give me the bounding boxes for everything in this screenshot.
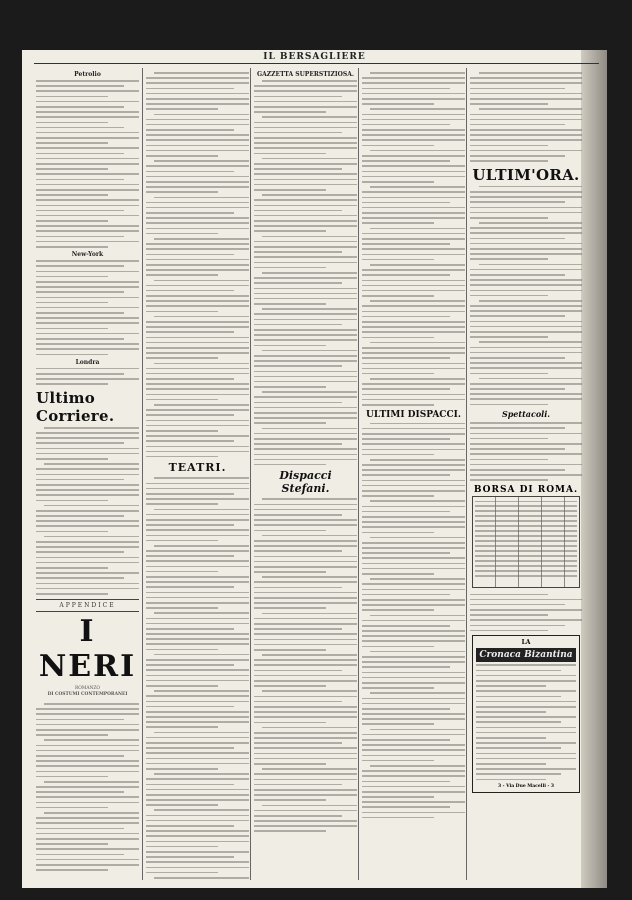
novel-subtitle-2: DI COSTUMI CONTEMPORANEI bbox=[47, 691, 128, 697]
stock-table bbox=[472, 496, 580, 588]
text-block bbox=[146, 477, 249, 882]
heading-dispacci-stefani: Dispacci Stefani. bbox=[279, 469, 332, 496]
text-block bbox=[36, 427, 139, 595]
text-block bbox=[362, 423, 465, 819]
heading-borsa: BORSA DI ROMA. bbox=[473, 484, 579, 495]
ad-title: Cronaca Bizantina bbox=[476, 648, 576, 662]
column-5 bbox=[470, 68, 582, 882]
newspaper-page bbox=[22, 50, 607, 888]
column-rule bbox=[358, 68, 359, 880]
column-3 bbox=[254, 68, 357, 882]
ad-footer: 3 - Via Due Macelli - 3 bbox=[497, 783, 555, 789]
heading-ultimo-corriere: Ultimo Corriere. bbox=[36, 388, 115, 425]
text-block bbox=[36, 368, 139, 385]
heading-londra: Londra bbox=[75, 358, 100, 366]
ad-la: LA bbox=[521, 639, 531, 647]
text-block bbox=[254, 498, 357, 832]
heading-teatri: TEATRI. bbox=[168, 461, 227, 475]
column-4 bbox=[362, 68, 465, 882]
text-block bbox=[254, 80, 357, 465]
heading-ultimora: ULTIM'ORA. bbox=[472, 165, 580, 184]
advertisement-box bbox=[472, 635, 580, 792]
ad-text-block bbox=[476, 664, 576, 780]
heading-petrolio: Petrolio bbox=[74, 71, 101, 78]
heading-gazzetta: GAZZETTA SUPERSTIZIOSA. bbox=[257, 71, 354, 78]
masthead-rule bbox=[34, 63, 599, 64]
novel-subtitle: ROMANZO bbox=[74, 685, 101, 691]
appendice-label: APPENDICE bbox=[36, 599, 139, 612]
text-block bbox=[146, 72, 249, 457]
column-rule bbox=[250, 68, 251, 880]
novel-title: I NERI bbox=[38, 613, 137, 684]
heading-ultimi-dispacci: ULTIMI DISPACCI. bbox=[366, 409, 461, 420]
text-block bbox=[362, 72, 465, 406]
column-rule bbox=[142, 68, 143, 880]
column-rule bbox=[466, 68, 467, 880]
page-edge-shadow bbox=[581, 50, 607, 888]
text-block bbox=[36, 703, 139, 871]
text-block bbox=[470, 422, 582, 481]
text-block bbox=[470, 594, 582, 632]
heading-spettacoli: Spettacoli. bbox=[501, 409, 551, 420]
column-2 bbox=[146, 68, 249, 882]
text-block bbox=[470, 72, 582, 162]
text-block bbox=[36, 80, 139, 248]
masthead-title: IL BERSAGLIERE bbox=[263, 52, 366, 62]
heading-new-york: New-York bbox=[71, 251, 104, 259]
column-1 bbox=[36, 68, 139, 882]
text-block bbox=[470, 186, 582, 405]
text-block bbox=[36, 260, 139, 355]
